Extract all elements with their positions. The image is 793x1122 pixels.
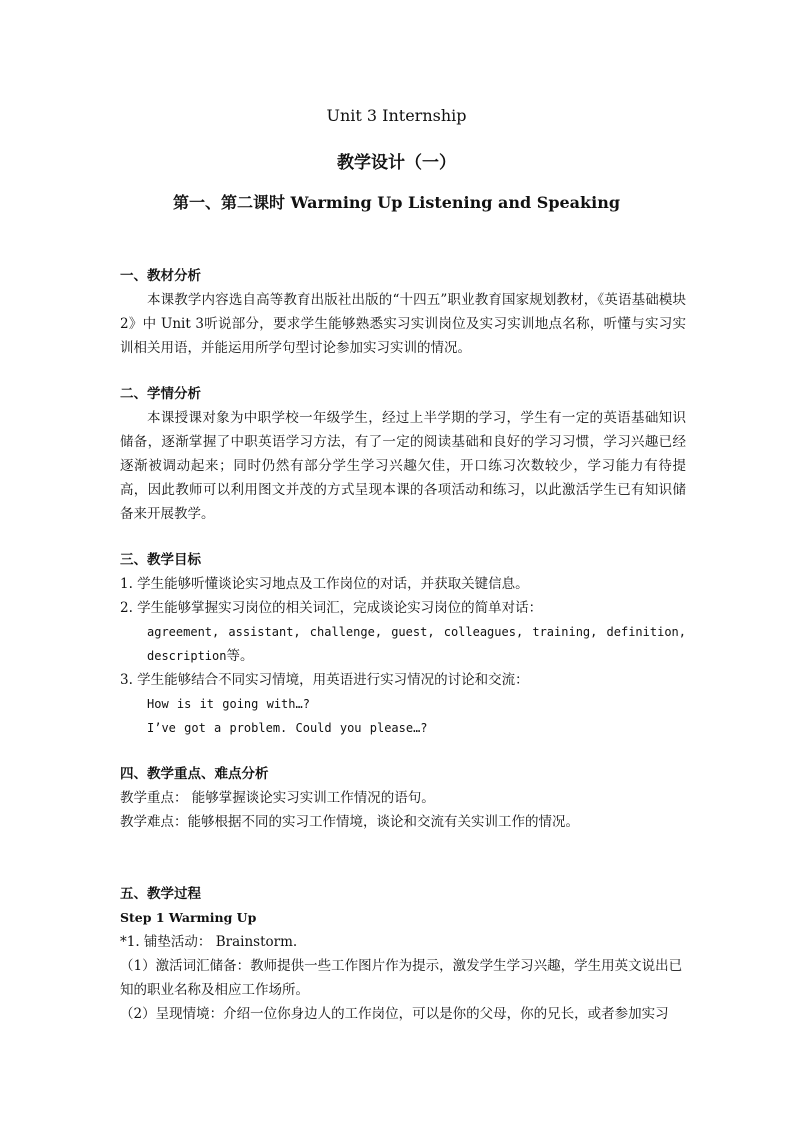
step-1-heading: Step 1 Warming Up xyxy=(120,910,257,925)
document-body xyxy=(120,264,686,1026)
warming-sub-item-2: （2）呈现情境：介绍一位你身边人的工作岗位，可以是你的父母，你的兄长，或者参加实习 xyxy=(120,1006,669,1022)
vocabulary-line-1: agreement, assistant, challenge, guest, colleagues, training, definition, xyxy=(147,625,686,639)
unit-title: Unit 3 Internship xyxy=(326,106,467,125)
lesson-title: 第一、第二课时 Warming Up Listening and Speaking xyxy=(172,193,621,212)
objective-item-2: 2. 学生能够掌握实习岗位的相关词汇，完成谈论实习岗位的简单对话： xyxy=(120,600,543,616)
vocabulary-word: description xyxy=(147,649,227,663)
design-title: 教学设计（一） xyxy=(337,153,456,173)
key-point-line: 教学重点： 能够掌握谈论实习实训工作情况的语句。 xyxy=(120,790,435,806)
warming-sub-item-1: （1）激活词汇储备：教师提供一些工作图片作为提示，激发学生学习兴趣，学生用英文说出已知的职业名称及相应工作场所。 xyxy=(120,958,683,998)
student-analysis-paragraph: 本课授课对象为中职学校一年级学生，经过上半学期的学习，学生有一定的英语基础知识储备，逐渐掌握了中职英语学习方法，有了一定的阅读基础和良好的学习习惯，学习兴趣已经逐渐被调动起来；同时仍然有部分学生学习兴趣欠佳，开口练习次数较少，学习能力有待提高，因此教师可以利用图文并茂的方式呈现本课的各项活动和练习，以此激活学生已有知识储备来开展教学。 xyxy=(120,410,686,522)
section-heading-student-analysis: 二、学情分析 xyxy=(120,386,201,402)
section-heading-teaching-process: 五、教学过程 xyxy=(120,886,201,902)
phrase-line-1: How is it going with…? xyxy=(147,697,310,711)
vocabulary-line-2 xyxy=(120,644,686,668)
difficult-point-line: 教学难点：能够根据不同的实习工作情境，谈论和交流有关实训工作的情况。 xyxy=(120,814,579,830)
section-heading-key-difficult-points: 四、教学重点、难点分析 xyxy=(120,766,269,782)
textbook-analysis-paragraph: 本课教学内容选自高等教育出版社出版的“十四五”职业教育国家规划教材，《英语基础模块 2》中 Unit 3听说部分，要求学生能够熟悉实习实训岗位及实习实训地点名称，听懂与实习实训相关用语，并能运用所学句型讨论参加实习实训的情况。 xyxy=(120,292,686,356)
warming-activity-line: *1. 铺垫活动： Brainstorm. xyxy=(120,934,298,950)
objective-item-1: 1. 学生能够听懂谈论实习地点及工作岗位的对话，并获取关键信息。 xyxy=(120,576,529,592)
section-heading-textbook-analysis: 一、教材分析 xyxy=(120,268,201,284)
section-heading-teaching-objectives: 三、教学目标 xyxy=(120,552,201,568)
phrase-line-2: I’ve got a problem. Could you please…? xyxy=(147,721,428,735)
vocabulary-suffix: 等。 xyxy=(226,648,254,664)
objective-item-3: 3. 学生能够结合不同实习情境，用英语进行实习情况的讨论和交流： xyxy=(120,672,529,688)
